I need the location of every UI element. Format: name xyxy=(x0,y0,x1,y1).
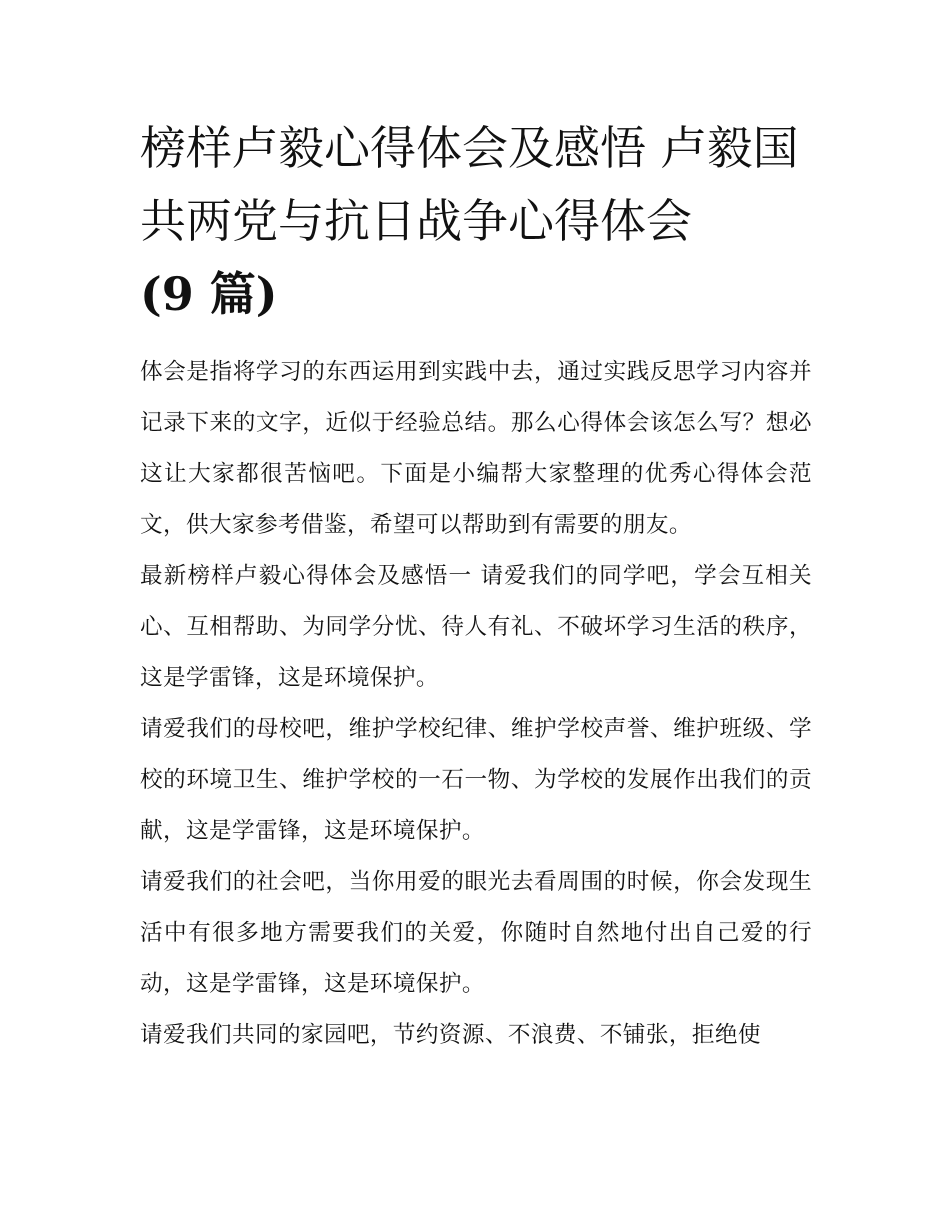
document-page xyxy=(140,112,812,1061)
paragraph-1: 最新榜样卢毅心得体会及感悟一 请爱我们的同学吧，学会互相关心、互相帮助、为同学分忧、待人有礼、不破坏学习生活的秩序，这是学雷锋，这是环境保护。 xyxy=(140,563,813,691)
title-main: 榜样卢毅心得体会及感悟 卢毅国共两党与抗日战争心得体会 xyxy=(140,121,799,248)
paragraph-4: 请爱我们共同的家园吧，节约资源、不浪费、不铺张，拒绝使 xyxy=(140,1022,761,1048)
document-title xyxy=(140,112,812,331)
title-suffix: (9 篇) xyxy=(140,267,278,321)
paragraph-intro: 体会是指将学习的东西运用到实践中去，通过实践反思学习内容并记录下来的文字，近似于经验总结。那么心得体会该怎么写？想必这让大家都很苦恼吧。下面是小编帮大家整理的优秀心得体会范文，供大家参考借鉴，希望可以帮助到有需要的朋友。 xyxy=(140,359,812,538)
paragraph-3: 请爱我们的社会吧，当你用爱的眼光去看周围的时候，你会发现生活中有很多地方需要我们的关爱，你随时自然地付出自己爱的行动，这是学雷锋，这是环境保护。 xyxy=(140,869,812,997)
paragraph-2: 请爱我们的母校吧，维护学校纪律、维护学校声誉、维护班级、学校的环境卫生、维护学校的一石一物、为学校的发展作出我们的贡献，这是学雷锋，这是环境保护。 xyxy=(140,716,812,844)
